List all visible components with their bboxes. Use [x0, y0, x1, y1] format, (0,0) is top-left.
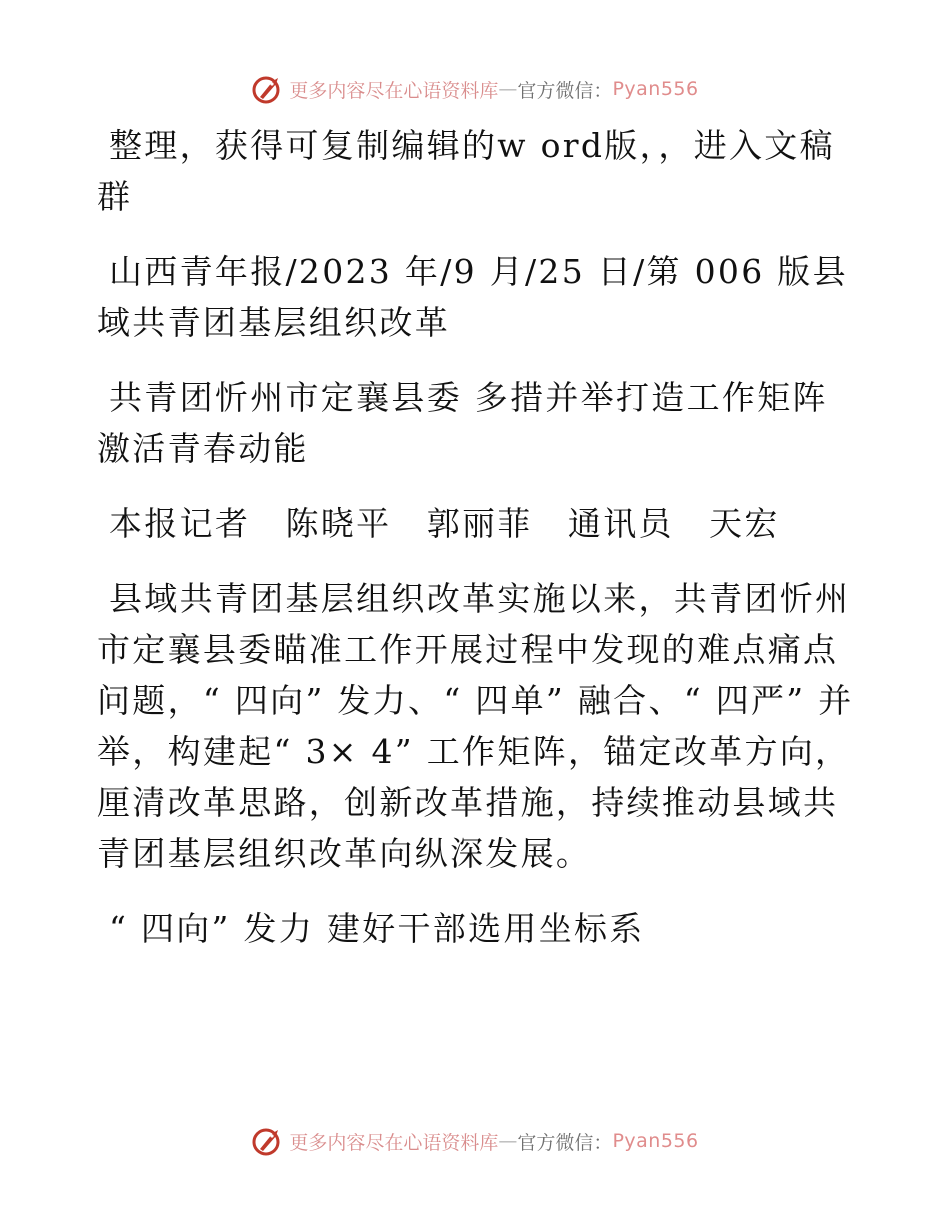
watermark-wechat-label: 官方微信：	[517, 1131, 613, 1154]
document-body	[97, 120, 857, 978]
byline: 本报记者 陈晓平 郭丽菲 通讯员 天宏	[109, 504, 780, 543]
source-line: 山西青年报/2023 年/9 月/25 日/第 006 版县域共青团基层组织改革	[97, 252, 848, 342]
watermark-wechat-id: Pyan556	[612, 78, 699, 100]
watermark-text: 更多内容尽在心语资料库	[289, 1131, 499, 1154]
watermark-separator: —	[498, 1130, 518, 1152]
watermark-separator: —	[498, 78, 518, 100]
pen-nib-seal-icon	[251, 1124, 285, 1158]
section-heading: “ 四向” 发力 建好干部选用坐标系	[109, 909, 645, 948]
watermark-wechat-label: 官方微信：	[517, 79, 613, 102]
header-watermark	[0, 72, 950, 106]
footer-watermark	[0, 1124, 950, 1158]
intro-paragraph: 整理，获得可复制编辑的w ord版，，进入文稿群	[97, 126, 835, 216]
article-title: 共青团忻州市定襄县委 多措并举打造工作矩阵 激活青春动能	[97, 378, 828, 468]
lead-paragraph: 县域共青团基层组织改革实施以来，共青团忻州市定襄县委瞄准工作开展过程中发现的难点痛点问题，“ 四向” 发力、“ 四单” 融合、“ 四严” 并举，构建起“ 3× 4” 工作矩阵，锚定改革方向，厘清改革思路，创新改革措施，持续推动县域共青团基层组织改革向纵深发展。	[97, 579, 854, 873]
pen-nib-seal-icon	[251, 72, 285, 106]
watermark-text: 更多内容尽在心语资料库	[289, 79, 499, 102]
watermark-wechat-id: Pyan556	[612, 1130, 699, 1152]
